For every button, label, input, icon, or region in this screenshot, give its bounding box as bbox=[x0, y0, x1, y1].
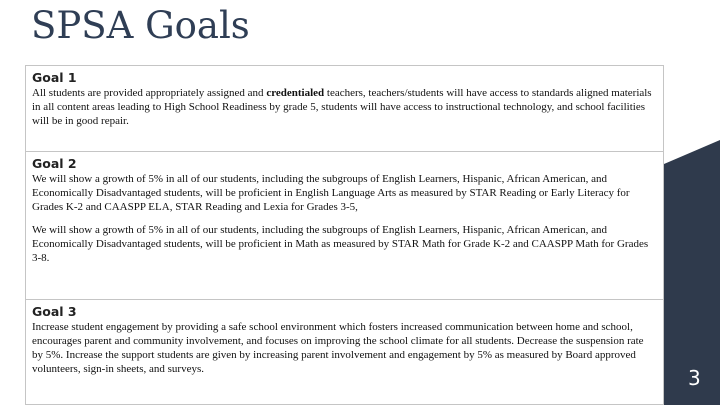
page-number: 3 bbox=[688, 366, 701, 390]
page-title: SPSA Goals bbox=[31, 4, 250, 47]
goal-3-heading: Goal 3 bbox=[32, 304, 77, 319]
goal-1-text-start: All students are provided appropriately assigned and bbox=[32, 87, 267, 99]
goal-2-box bbox=[25, 151, 664, 300]
goal-1-text bbox=[32, 86, 657, 128]
goal-2-paragraph-ela: We will show a growth of 5% in all of our students, including the subgroups of English Learners, Hispanic, African American, and Economically Disadvantaged students, will be proficient in English Language Arts as measured by STAR Reading or Early Literacy for Grades K-2 and CAASPP ELA, STAR Reading and Lexia for Grades 3-5, bbox=[32, 173, 630, 213]
goal-3-text: Increase student engagement by providing a safe school environment which fosters increased communication between home and school, encourages parent and community involvement, and focuses on improving the school climate for all students. Decrease the suspension rate by 5%. Increase the support students are given by increasing parent involvement and engagement by 5% as measured by Board approved volunteers, sign-in sheets, and surveys. bbox=[32, 321, 644, 375]
goal-2-heading: Goal 2 bbox=[32, 156, 77, 171]
goal-1-heading: Goal 1 bbox=[32, 70, 77, 85]
goal-1-text-end: teachers, teachers/students will have access to standards aligned materials in all content areas leading to High School Readiness by grade 5, students will have access to instructional technology, and school facilities will be in good repair. bbox=[32, 87, 652, 127]
goal-3-box bbox=[25, 299, 664, 405]
goal-2-paragraph-math: We will show a growth of 5% in all of our students, including the subgroups of English Learners, Hispanic, African American, and Economically Disadvantaged students, will be proficient in Math as measured by STAR Math for Grade K-2 and CAASPP Math for Grades 3-8. bbox=[32, 224, 649, 264]
goal-1-box bbox=[25, 65, 664, 152]
goal-1-text-bold: credentialed bbox=[266, 87, 325, 99]
